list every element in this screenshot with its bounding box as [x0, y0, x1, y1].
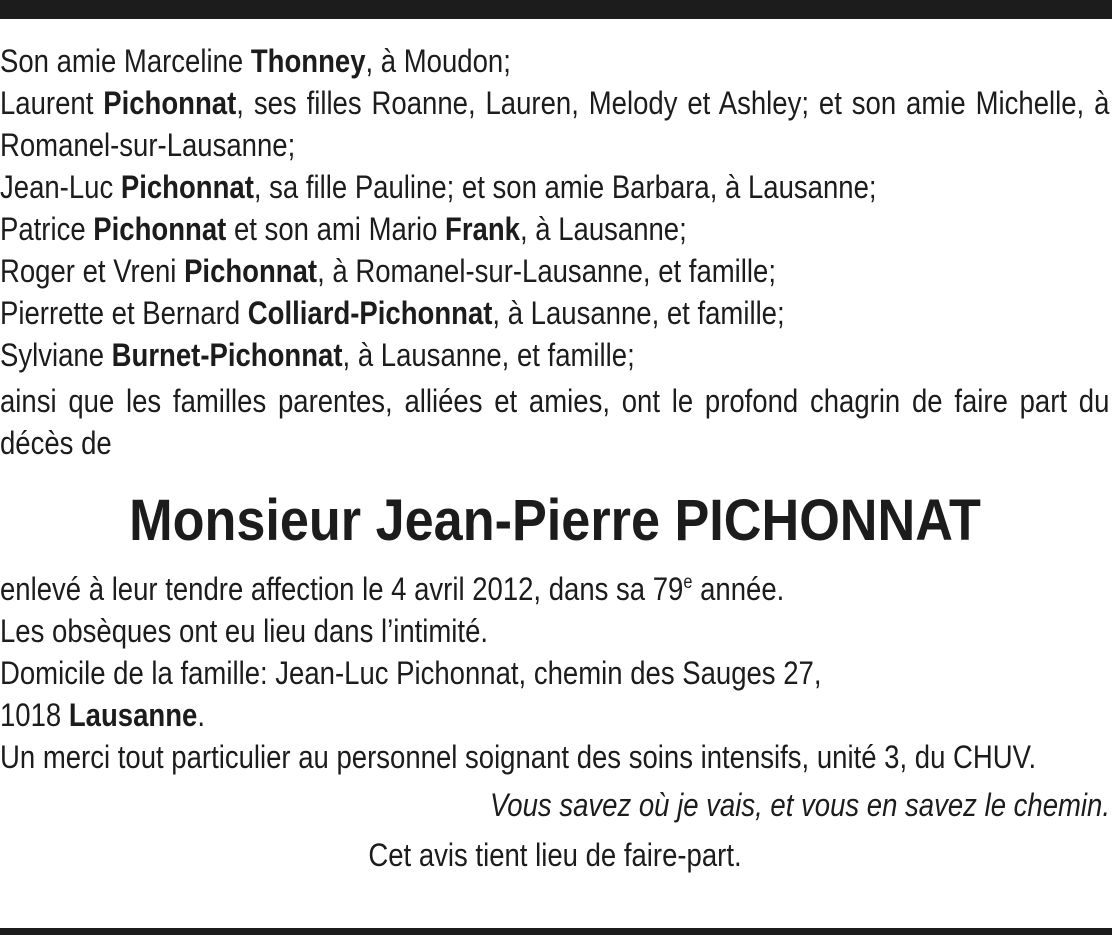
- domicile-city: 1018 Lausanne.: [0, 697, 205, 733]
- family-line: Sylviane Burnet-Pichonnat, à Lausanne, et famille;: [0, 337, 635, 373]
- closing-quote: Vous savez où je vais, et vous en savez le chemin.: [489, 787, 1110, 823]
- intro-text: ainsi que les familles parentes, alliées et amies, ont le profond chagrin de faire part du décès de: [0, 383, 1110, 461]
- deceased-name: Monsieur Jean-Pierre PICHONNAT: [129, 488, 981, 553]
- family-line: Laurent Pichonnat, ses filles Roanne, Lauren, Melody et Ashley; et son amie Michelle, à Romanel-sur-Lausanne;: [0, 85, 1110, 163]
- funeral-info: Les obsèques ont eu lieu dans l’intimité.: [0, 613, 489, 649]
- family-list: [0, 40, 1110, 376]
- bottom-border-rule: [0, 928, 1112, 935]
- death-date-line: enlevé à leur tendre affection le 4 avril 2012, dans sa 79e année.: [0, 571, 785, 607]
- closing-note: Cet avis tient lieu de faire-part.: [368, 837, 742, 873]
- obituary-notice: [0, 40, 1110, 876]
- family-line: Roger et Vreni Pichonnat, à Romanel-sur-Lausanne, et famille;: [0, 253, 776, 289]
- domicile-address: Domicile de la famille: Jean-Luc Pichonnat, chemin des Sauges 27,: [0, 655, 822, 691]
- family-line: Pierrette et Bernard Colliard-Pichonnat, à Lausanne, et famille;: [0, 295, 785, 331]
- family-line: Patrice Pichonnat et son ami Mario Frank, à Lausanne;: [0, 211, 687, 247]
- family-line: Son amie Marceline Thonney, à Moudon;: [0, 43, 511, 79]
- top-border-rule: [0, 0, 1112, 19]
- family-line: Jean-Luc Pichonnat, sa fille Pauline; et son amie Barbara, à Lausanne;: [0, 169, 877, 205]
- thanks-text: Un merci tout particulier au personnel soignant des soins intensifs, unité 3, du CHUV.: [0, 739, 1037, 775]
